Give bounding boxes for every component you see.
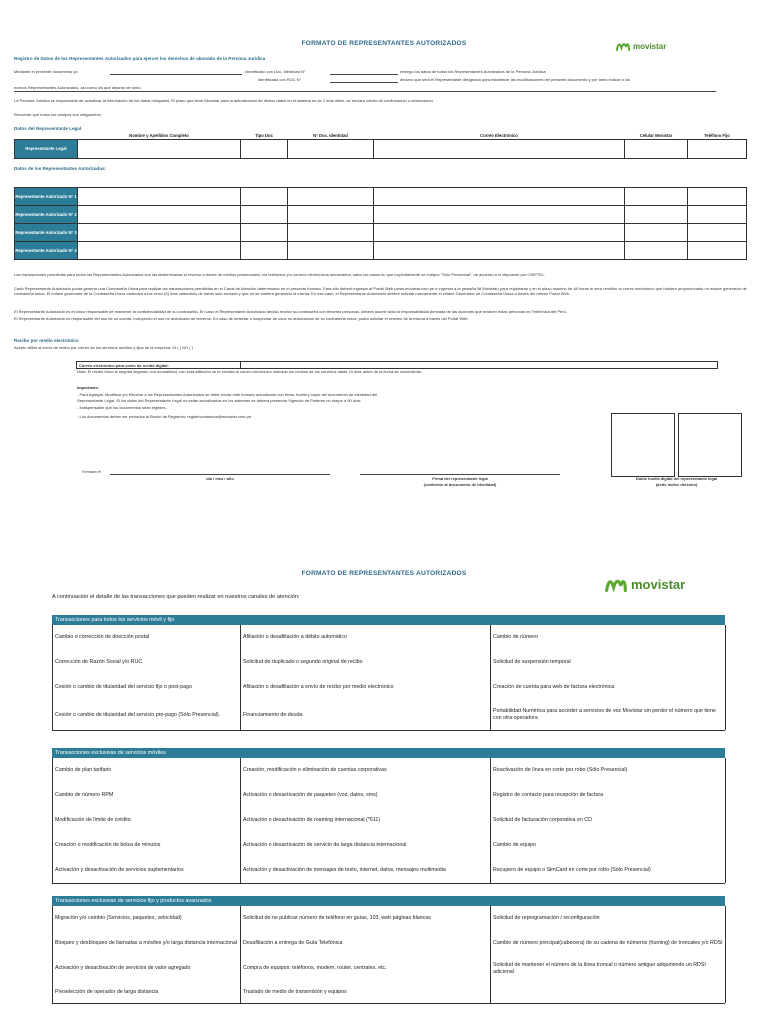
- tx-cell: Cambio de número RPM: [53, 783, 241, 808]
- logo-text-2: movistar: [631, 577, 686, 592]
- importante-title: Importante:: [77, 385, 99, 390]
- importante-line-1: - Para Agregar, Modificar y/o Eliminar a los Representantes Autorizados se debe enviar este formato actualizado con firma, huella y copia del documento de identidad del: [77, 392, 378, 397]
- col-telefono: Teléfono Fijo: [704, 133, 730, 139]
- transacciones-para-2: Cada Representante Autorizado podrá generar una Contraseña Única para realizar las transacciones permitidas en el Canal de Atención determinado en el presente formato. Para ello deberá ingresar al Portal Web (www.movistar.com.pe e ingresar a la pestaña Mi Movistar) para registrarse y en el plazo máximo de 48 horas le será remitido al correo electrónico que hubiera proporcionado un enlace generador de contraseña única. El enlace generador de la Contraseña Única caducará a los cinco (5) días calendario de haber sido enviado y que no se hubiera generado la misma. En ese caso, el Representante Autorizado deberá solicitar nuevamente el enlace Generador de Contraseña Única a través del mismo Portal Web.: [14, 286, 747, 296]
- importante-line-3: - Indispensable que los documentos sean legibles.: [77, 405, 167, 410]
- legal-correo-cell[interactable]: [374, 139, 625, 158]
- autorizado-2-celular[interactable]: [625, 206, 688, 224]
- autorizado-1-doc[interactable]: [288, 188, 374, 206]
- movistar-m-icon: [616, 42, 630, 51]
- section-moviles-table: [52, 758, 726, 883]
- tx-cell: Solicitud de mantener el número de la línea troncal o número antiguo adquiriendo un RDSI adicional: [491, 956, 726, 981]
- tx-cell: Cambio de equipo: [491, 833, 726, 858]
- tx-cell: Solicitud de duplicado o segundo original de recibo: [241, 650, 491, 675]
- movistar-logo: [616, 42, 666, 51]
- tx-cell: Activación o desactivación de servicio de larga distancia internacional: [241, 833, 491, 858]
- tx-cell: Solicitud de no publicar número de teléfono en guías, 103, web páginas blancas: [241, 906, 491, 931]
- tx-cell: Cambio de número principal(cabecera) de su cadena de números (hunting) de troncales y/o RDSI: [491, 931, 726, 956]
- legal-nombre-cell[interactable]: [78, 139, 241, 158]
- tx-cell: Afiliación o desafiliación a envío de recibo por medio electrónico: [241, 675, 491, 700]
- logo-text: movistar: [633, 42, 667, 51]
- fecha-line[interactable]: [110, 474, 330, 475]
- tx-cell: Solicitud de reprogramación / reconfiguración: [491, 906, 726, 931]
- importante-line-2: Representante Legal. Si los datos del Representante Legal no están actualizados en los sistemas se deberá presentar Vigencia de Poderes no mayor a 90 días.: [77, 398, 362, 403]
- tx-cell: Traslado de medio de transmisión y equipos: [241, 981, 491, 1003]
- page1-title: FORMATO DE REPRESENTANTES AUTORIZADOS: [301, 40, 467, 47]
- huella-box-2[interactable]: [678, 413, 742, 477]
- section-fijo-table: [52, 906, 726, 1003]
- section-fijo: [52, 896, 725, 1004]
- autorizado-3-celular[interactable]: [625, 224, 688, 242]
- tx-cell: Compra de equipos: teléfonos, modem, router, centrales, etc.: [241, 956, 491, 981]
- tx-cell: Creación, modificación o eliminación de cuentas corporativas: [241, 758, 491, 783]
- section-todos-table: [52, 625, 726, 730]
- declaracion-text-a: Mediante el presente documento yo: [14, 69, 78, 74]
- declaracion-text-e: declaro que será el Representante designado para establecer las modificaciones del presente documento y por tanto indicar a los: [400, 77, 630, 82]
- autorizado-1-correo[interactable]: [374, 188, 625, 206]
- tx-cell: Registro de contacto para recepción de factura: [491, 783, 726, 808]
- legal-row-label: Representante Legal: [15, 139, 78, 158]
- autorizado-2-correo[interactable]: [374, 206, 625, 224]
- legal-tipo-doc-cell[interactable]: [241, 139, 288, 158]
- section-todos: [52, 615, 725, 731]
- tx-cell: Portabilidad Numérica para acceder a servicios de voz Movistar sin perder el número que tiene con otra operadora: [491, 700, 726, 730]
- transacciones-para-3: El Representante Autorizado es el único responsable de mantener la confidencialidad de su contraseña. En caso el Representante Autorizado decida revelar su contraseña con terceras personas, deberá asumir toda la responsabilidad derivada de las acciones que realicen estas personas en Telefónica del Perú.: [14, 309, 567, 314]
- tx-cell: Solicitud de suspensión temporal: [491, 650, 726, 675]
- doc-identidad-line[interactable]: [330, 74, 398, 75]
- recibo-afiliacion-text: Acepto afiliar al envío de recibo por correo de los servicios móviles y fijos de la empresa: SI ( ) NO ( ): [14, 345, 193, 350]
- autorizado-4-telefono[interactable]: [688, 242, 747, 260]
- transacciones-para-1: Las transacciones permitidas para todos los Representantes Autorizados son las determinadas al reverso a través de medios presenciales, vía telefónica y/o correos electrónicos autorizados, salvo los casos en que explícitamente se indique "Sólo Presencial", de acuerdo a lo dispuesto por OSIPTEL.: [14, 272, 546, 277]
- autorizado-1-nombre[interactable]: [78, 188, 241, 206]
- autorizado-2-telefono[interactable]: [688, 206, 747, 224]
- declaracion-text-c: identificada con RUC N°: [258, 77, 302, 82]
- legal-table: [14, 133, 747, 159]
- autorizado-1-telefono[interactable]: [688, 188, 747, 206]
- firma-label-1: Firma del representante legal: [432, 476, 488, 481]
- autorizado-2-label: Representante Autorizado N° 2: [15, 206, 78, 224]
- declaracion-text-b: , identificado con Doc. Identidad N°: [243, 69, 306, 74]
- autorizado-1-label: Representante Autorizado N° 1: [15, 188, 78, 206]
- autorizado-3-correo[interactable]: [374, 224, 625, 242]
- tx-cell: Cambio de número: [491, 625, 726, 650]
- col-doc-identidad: N° Doc. Identidad: [313, 133, 348, 139]
- autorizado-4-label: Representante Autorizado N° 4: [15, 242, 78, 260]
- movistar-m-icon: [604, 578, 628, 592]
- col-nombre: Nombre y Apellidos Completo: [129, 133, 189, 139]
- autorizado-1-tipo[interactable]: [241, 188, 288, 206]
- autorizado-2-doc[interactable]: [288, 206, 374, 224]
- tx-cell: Cambio de plan tarifario: [53, 758, 241, 783]
- tx-cell: Creación o modificación de bolsa de minutos: [53, 833, 241, 858]
- tx-cell: Activación o desactivación de roaming internacional (*611): [241, 808, 491, 833]
- legal-telefono-cell[interactable]: [688, 139, 747, 158]
- autorizado-3-label: Representante Autorizado N° 3: [15, 224, 78, 242]
- firma-line[interactable]: [360, 474, 560, 475]
- correo-recibo-input[interactable]: [240, 362, 718, 369]
- tx-cell: Cesión o cambio de titularidad del servicio pre-pago (Sólo Presencial).: [53, 700, 241, 730]
- autorizado-4-tipo[interactable]: [241, 242, 288, 260]
- huella-label-2: (dedo índice derecho): [655, 482, 698, 487]
- col-tipo-doc: Tipo Doc: [255, 133, 273, 139]
- tx-cell: Cambio o corrección de dirección postal: [53, 625, 241, 650]
- tx-cell: Reactivación de línea en corte por robo (Sólo Presencial): [491, 758, 726, 783]
- registro-heading: Registro de Datos de los Representantes Autorizados para ejercer los derechos de abonado de la Persona Jurídica: [14, 56, 266, 61]
- autorizado-4-correo[interactable]: [374, 242, 625, 260]
- recibo-heading: Recibo por medio electrónico: [14, 338, 79, 343]
- intro-text: A continuación el detalle de las transacciones que pueden realizar en nuestros canales de atención:: [52, 594, 300, 600]
- autorizado-4-nombre[interactable]: [78, 242, 241, 260]
- movistar-logo-2: [604, 577, 685, 592]
- autorizado-3-nombre[interactable]: [78, 224, 241, 242]
- autorizado-3-tipo[interactable]: [241, 224, 288, 242]
- autorizado-1-celular[interactable]: [625, 188, 688, 206]
- section-todos-header: Transacciones para todos los servicios móvil y fijo: [52, 615, 725, 625]
- page2-title: FORMATO DE REPRESENTANTES AUTORIZADOS: [301, 570, 467, 577]
- autorizado-4-celular[interactable]: [625, 242, 688, 260]
- tx-cell: Activación o desactivación de paquetes (voz, datos, sms): [241, 783, 491, 808]
- col-celular: Celular Movistar: [639, 133, 673, 139]
- tx-cell: Corrección de Razón Social y/o RUC: [53, 650, 241, 675]
- autorizado-2-nombre[interactable]: [78, 206, 241, 224]
- tx-cell: Creación de cuenta para web de factura electrónica: [491, 675, 726, 700]
- huella-box-1[interactable]: [611, 413, 675, 477]
- tx-cell: Solicitud de facturación corporativa en CD: [491, 808, 726, 833]
- autorizado-4-doc[interactable]: [288, 242, 374, 260]
- transacciones-para-4: El Representante Autorizado es responsable del uso de su cuenta, incluyendo el uso no autorizado de terceros. En caso de detectar o sospechar de usos no autorizados de su contraseña única, podrá solicitar el reseteo de la misma a través del Portal Web.: [14, 316, 469, 321]
- correo-recibo-box: [76, 361, 718, 369]
- responsabilidad-text: La Persona Jurídica es responsable de actualizar la información de los datos otorgados. El plazo que tiene Movistar para la actualización de dichos datos en el sistema es de 2 días útiles, se enviará correo de confirmación u observación.: [14, 98, 434, 103]
- fecha-label: día / mes / año: [206, 476, 234, 481]
- nombre-line[interactable]: [110, 74, 242, 75]
- correo-recibo-label: Correo electrónico para envío de recibo digital:: [79, 363, 169, 368]
- firma-label-2: (conforme al documento de identidad): [423, 482, 497, 487]
- tx-cell: Preselección de operador de larga distancia: [53, 981, 241, 1003]
- importante-line-4: - Los documentos deben ser enviados al Buzón de Registros: registrocontactos@movistar.com.pe: [77, 414, 251, 419]
- campos-obligatorios-text: Recuerde que todos los campos son obligatorios:: [14, 112, 102, 117]
- legal-doc-cell[interactable]: [288, 139, 374, 158]
- tx-cell: Recupero de equipo o SimCard en corte por robo (Sólo Presencial): [491, 858, 726, 883]
- tx-cell: Financiamiento de deuda: [241, 700, 491, 730]
- section-fijo-header: Transacciones exclusivas de servicios fijo y productos avanzados: [52, 896, 725, 906]
- separator-line: [14, 91, 716, 92]
- firmado-label: Firmado el: [82, 469, 101, 474]
- section-moviles: [52, 748, 725, 884]
- tx-cell: Activación y desactivación de servicios de valor agregado: [53, 956, 241, 981]
- autorizados-heading: Datos de los Representantes Autorizados:: [14, 166, 107, 171]
- nota-text: Nota: El recibo físico le seguirá llegando con normalidad, con esta afiliación se le enviará al correo electrónico indicado los recibos de los servicios hasta 10 días antes de la fecha de vencimiento.: [77, 369, 423, 374]
- ruc-line[interactable]: [330, 82, 398, 83]
- autorizado-3-telefono[interactable]: [688, 224, 747, 242]
- autorizados-table: [14, 187, 747, 260]
- autorizado-3-doc[interactable]: [288, 224, 374, 242]
- autorizado-2-tipo[interactable]: [241, 206, 288, 224]
- tx-cell: Activación y desactivación de servicios suplementarios: [53, 858, 241, 883]
- tx-cell: Bloqueo y desbloqueo de llamadas a móviles y/o larga distancia internacional: [53, 931, 241, 956]
- legal-heading: Datos del Representante Legal: [14, 126, 82, 131]
- declaracion-text-f: nuevos Representantes Autorizados, así como los que dejarán de serlo.: [14, 85, 142, 90]
- declaracion-text-d: entrego los datos de todos los Representantes Autorizados de la Persona Jurídica: [400, 69, 546, 74]
- tx-cell: Afiliación o desafiliación a débito automático: [241, 625, 491, 650]
- tx-cell: Modificación de límite de crédito: [53, 808, 241, 833]
- col-correo: Correo Electrónico: [480, 133, 518, 139]
- tx-cell: Desafiliación a entrega de Guía Telefónica: [241, 931, 491, 956]
- huella-label-1: Doble huella digital del representante legal: [635, 476, 718, 481]
- tx-cell: Migración y/o cambio (Servicios, paquetes, velocidad): [53, 906, 241, 931]
- tx-cell: Activación y desactivación de mensajes de texto, internet, datos, mensajes multimedia: [241, 858, 491, 883]
- tx-cell: [491, 981, 726, 1003]
- section-moviles-header: Transacciones exclusivas de servicios móviles: [52, 748, 725, 758]
- legal-celular-cell[interactable]: [625, 139, 688, 158]
- tx-cell: Cesión o cambio de titularidad del servicio fijo o post-pago: [53, 675, 241, 700]
